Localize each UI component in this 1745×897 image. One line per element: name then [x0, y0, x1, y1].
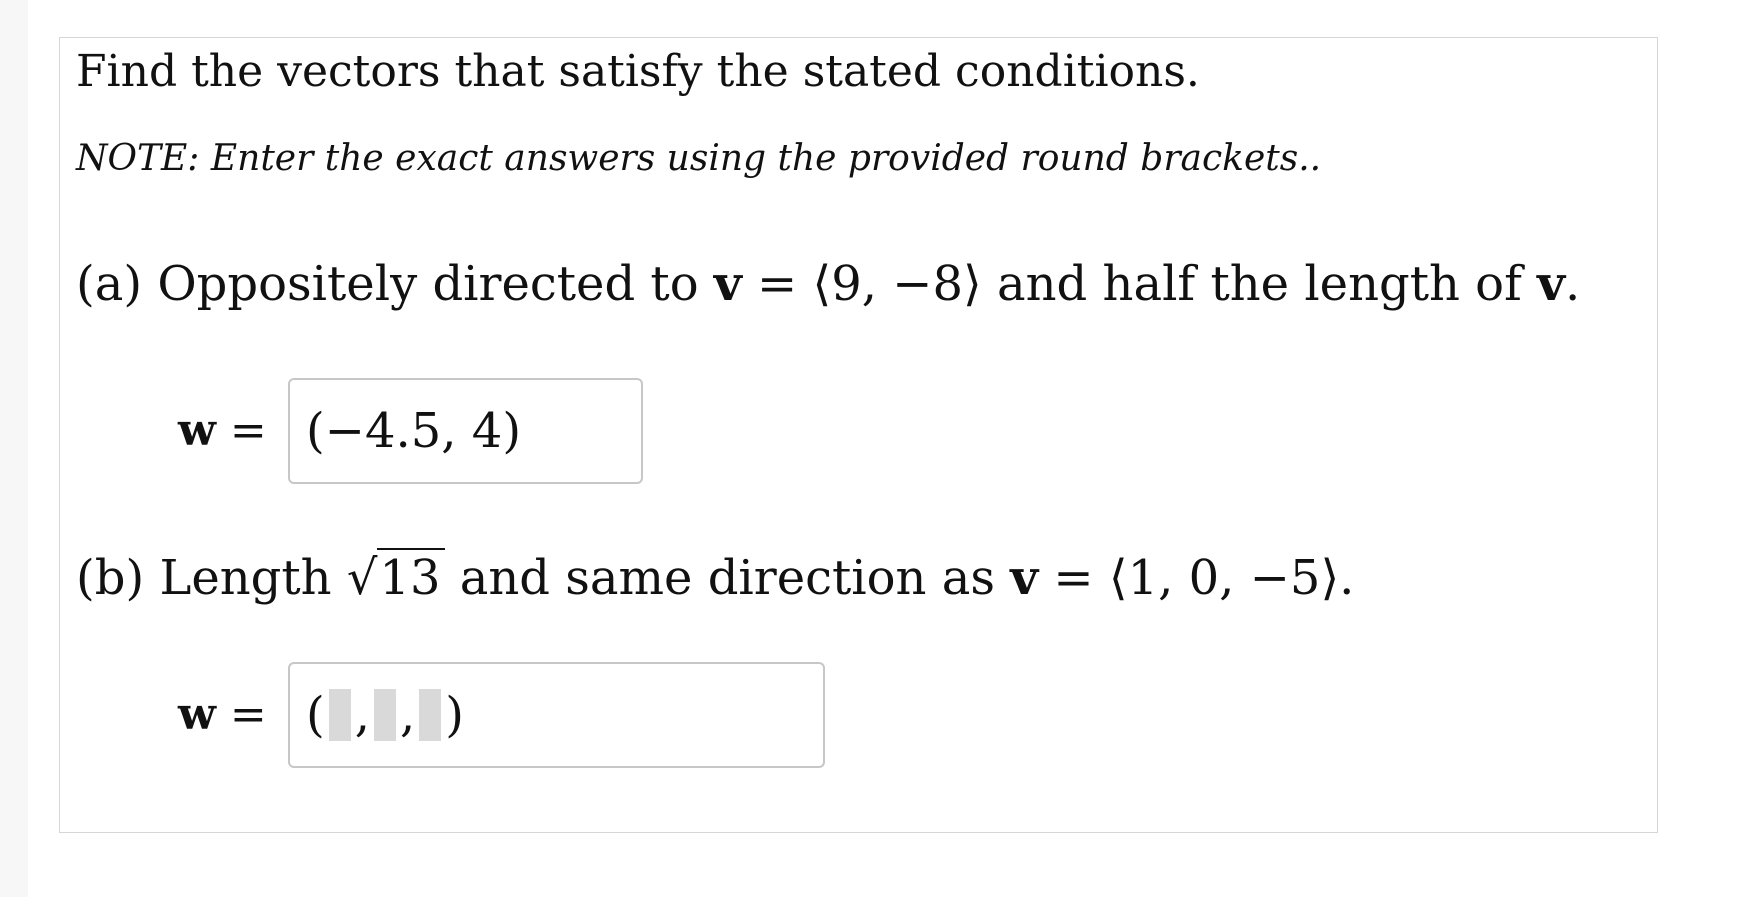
sqrt-radicand: 13 — [377, 548, 444, 606]
component-1-slot[interactable] — [329, 689, 351, 741]
comma-separator: , — [354, 687, 370, 743]
part-a-statement — [76, 256, 1580, 312]
part-a-vector-symbol: v — [713, 256, 742, 312]
part-b-prefix: (b) Length — [76, 550, 347, 606]
component-3-slot[interactable] — [419, 689, 441, 741]
question-note: NOTE: Enter the exact answers using the provided round brackets.. — [76, 138, 1322, 179]
question-prompt: Find the vectors that satisfy the stated conditions. — [76, 46, 1200, 97]
sqrt-sign: √ — [346, 550, 378, 606]
part-a-prefix: (a) Oppositely directed to — [76, 256, 714, 312]
part-a-period: . — [1564, 256, 1581, 312]
close-paren: ) — [445, 687, 464, 743]
part-a-answer-input[interactable] — [288, 378, 643, 484]
part-b-equals: = — [215, 689, 267, 740]
open-paren: ( — [306, 687, 325, 743]
part-b-vector-symbol: v — [1010, 550, 1039, 606]
component-2-slot[interactable] — [374, 689, 396, 741]
sqrt-expression — [347, 550, 445, 606]
part-b-vector-value: = ⟨1, 0, −5⟩. — [1038, 550, 1355, 606]
left-margin-strip — [0, 0, 28, 897]
part-b-w-symbol: w — [178, 689, 216, 740]
part-b-middle: and same direction as — [444, 550, 1011, 606]
part-b-answer-label — [178, 689, 267, 740]
part-a-answer-value: (−4.5, 4) — [306, 403, 522, 459]
part-a-end-symbol: v — [1537, 256, 1565, 312]
part-a-answer-label — [178, 405, 267, 456]
comma-separator: , — [400, 687, 416, 743]
part-b-statement — [76, 550, 1354, 606]
part-a-vector-value: = ⟨9, −8⟩ and half the length of — [741, 256, 1538, 312]
part-a-equals: = — [215, 405, 267, 456]
part-a-w-symbol: w — [178, 405, 216, 456]
part-b-answer-input[interactable] — [288, 662, 825, 768]
